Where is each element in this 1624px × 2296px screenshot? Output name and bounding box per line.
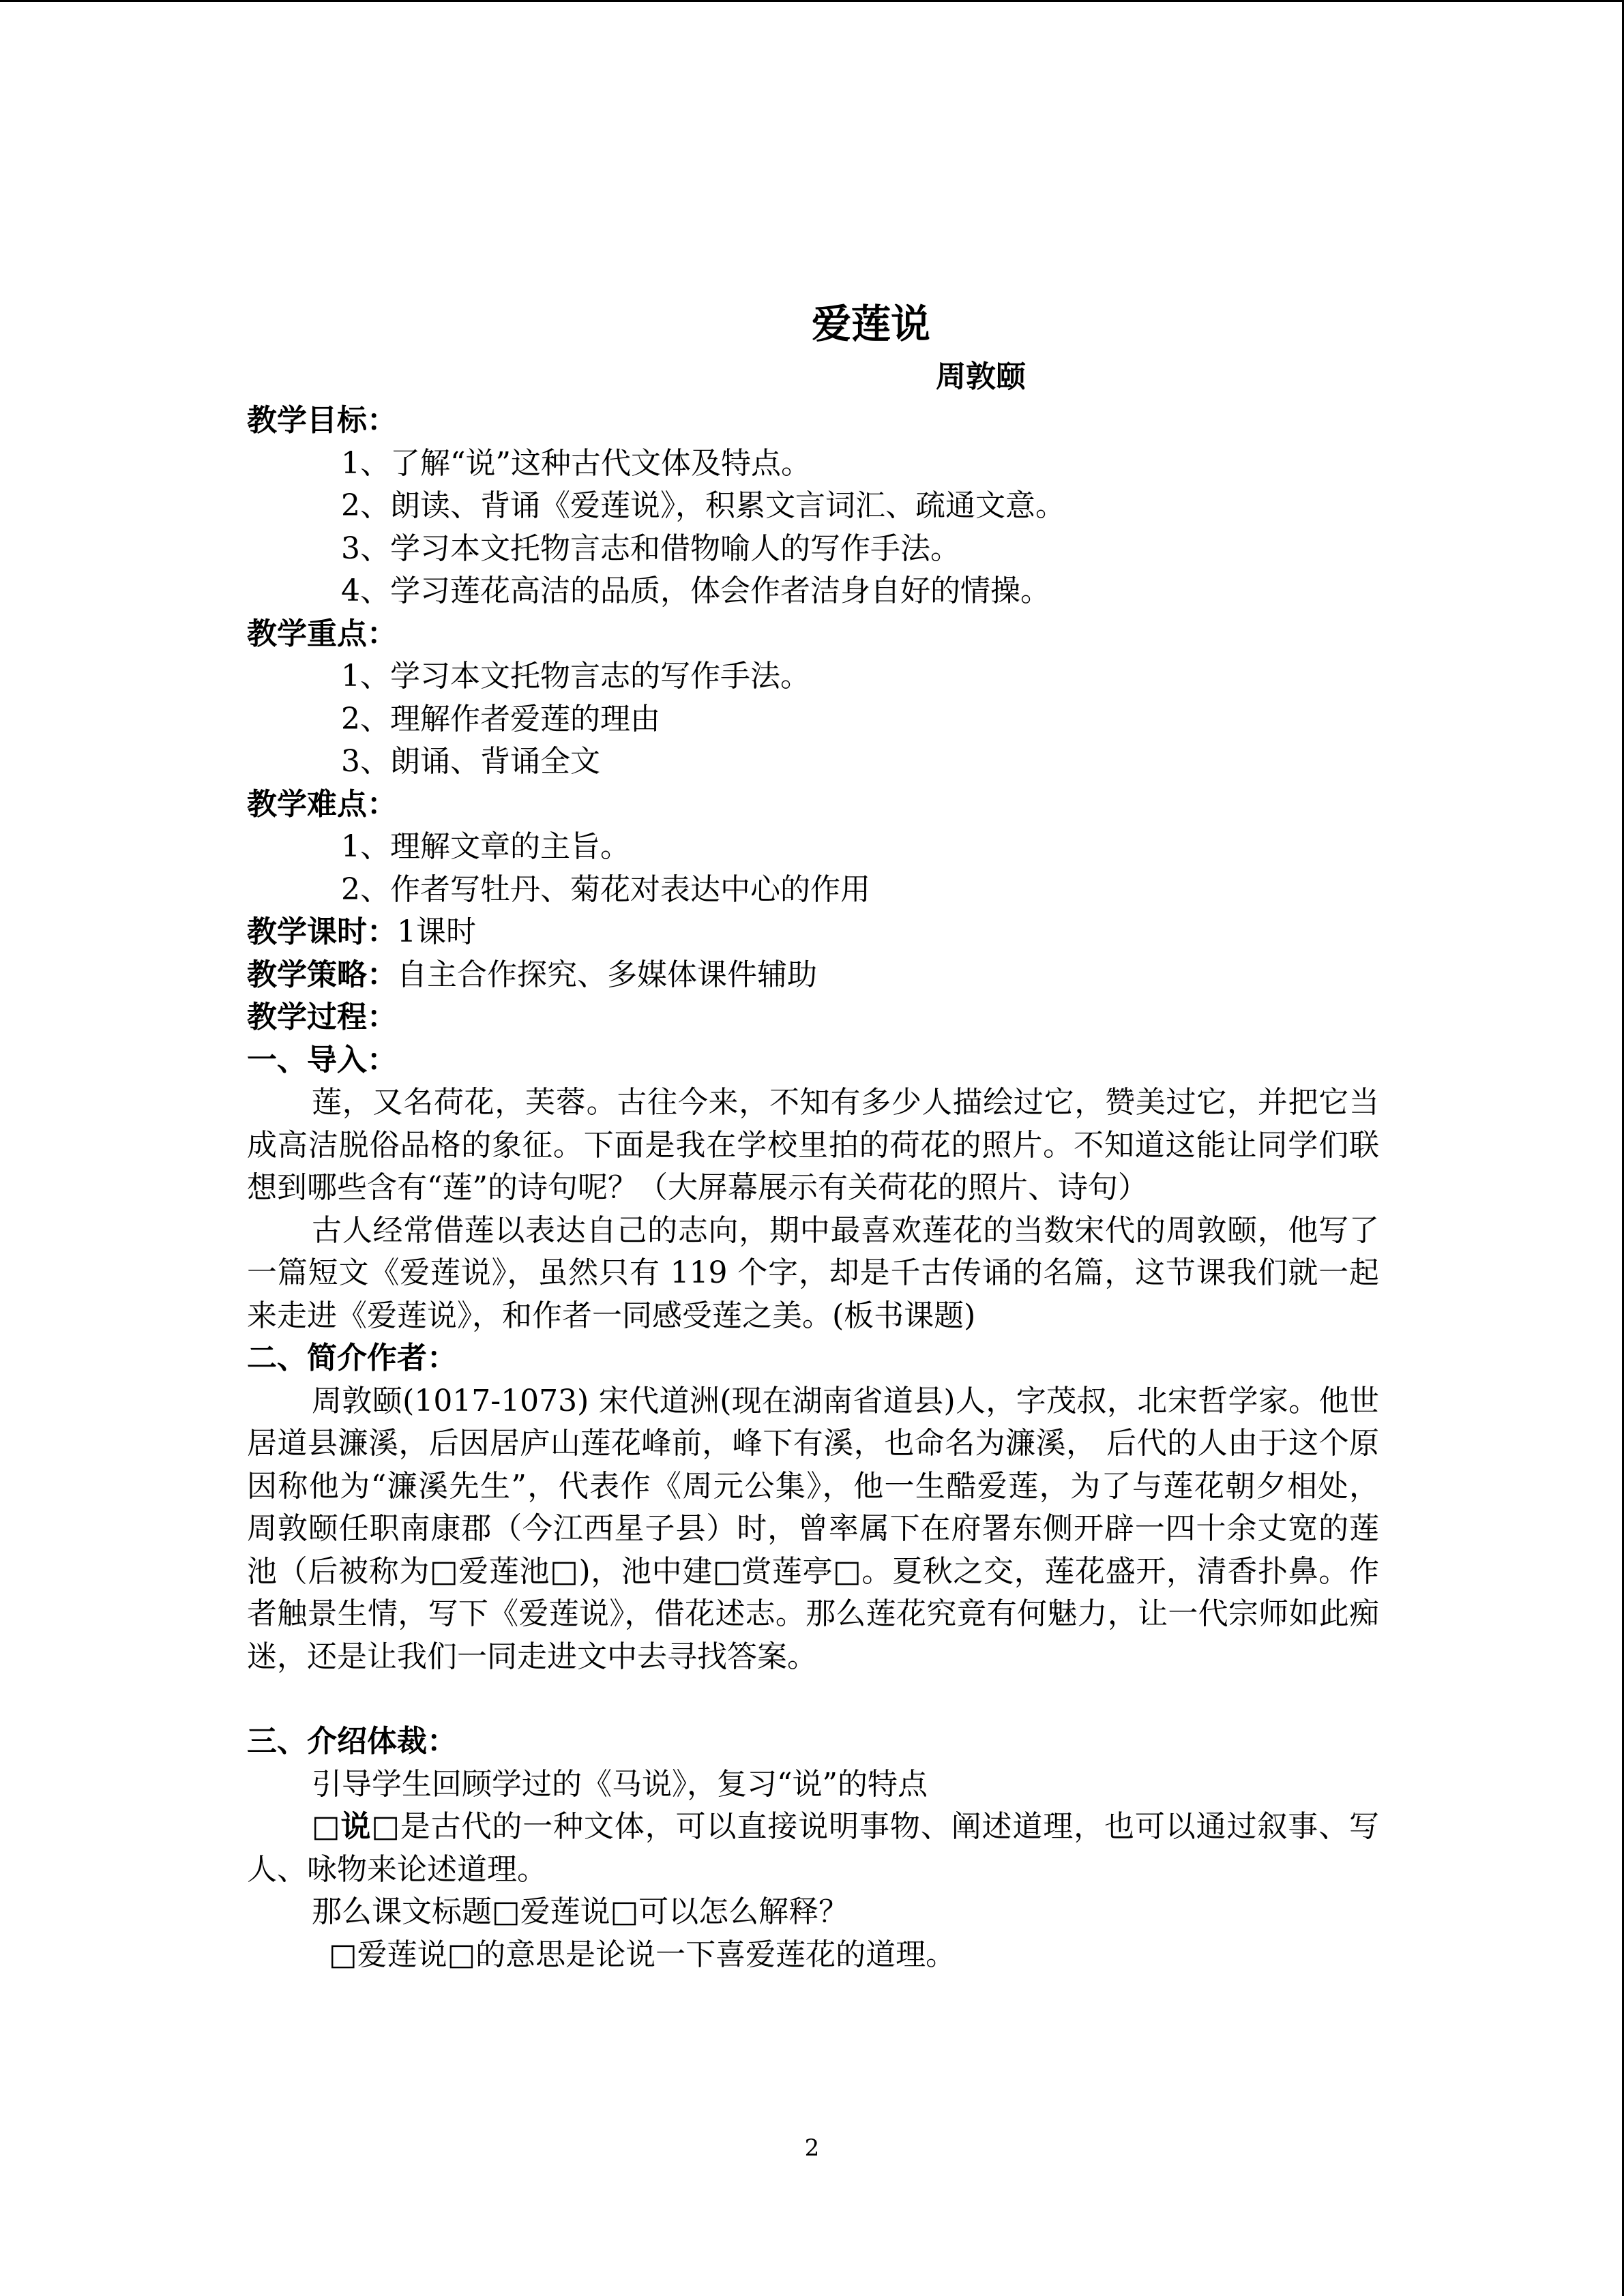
goals-heading: 教学目标：	[247, 403, 397, 438]
document-body	[247, 293, 1379, 1976]
genre-line: 引导学生回顾学过的《马说》，复习“说”的特点	[312, 1766, 928, 1802]
author-intro-paragraph: 周敦颐(1017-1073) 宋代道洲(现在湖南省道县)人，字茂叔，北宋哲学家。他世居道县濂溪，后因居庐山莲花峰前，峰下有溪，也命名为濂溪， 后代的人由于这个原因称他为“濂溪先生”，代表作《周元公集》，他一生酷爱莲，为了与莲花朝夕相处， 周敦颐任职南康郡（今江西星子县）时，曾率属下在府署东侧开辟一四十余丈宽的莲池（后被称为□爱莲池□)，池中建□赏莲亭□。夏秋之交，莲花盛开，清香扑鼻。作者触景生情，写下《爱莲说》，借花述志。那么莲花究竟有何魅力，让一代宗师如此痴迷，还是让我们一同走进文中去寻找答案。	[247, 1383, 1379, 1674]
page-border-top	[0, 0, 1624, 2]
page-number: 2	[804, 2134, 820, 2162]
goal-item: 3、学习本文托物言志和借物喻人的写作手法。	[341, 531, 960, 566]
teaching-strategy	[247, 954, 1379, 997]
document-title: 爱莲说	[811, 301, 930, 347]
difficulty-item: 2、作者写牡丹、菊花对表达中心的作用	[341, 871, 870, 907]
key-point-item: 1、学习本文托物言志的写作手法。	[341, 659, 810, 694]
key-point-item: 3、朗诵、背诵全文	[341, 744, 600, 779]
strategy-label: 教学策略：	[247, 957, 397, 992]
spacer	[247, 1678, 1379, 1720]
genre-term: □说□	[312, 1809, 400, 1844]
goal-item: 4、学习莲花高洁的品质，体会作者洁身自好的情操。	[341, 573, 1050, 608]
genre-definition: 是古代的一种文体，可以直接说明事物、阐述道理，也可以通过叙事、写人、咏物来论述道理。	[247, 1809, 1379, 1887]
intro-paragraph: 莲，又名荷花，芙蓉。古往今来，不知有多少人描绘过它，赞美过它，并把它当成高洁脱俗品格的象征。下面是我在学校里拍的荷花的照片。不知道这能让同学们联想到哪些含有“莲”的诗句呢？（大屏幕展示有关荷花的照片、诗句）	[247, 1085, 1379, 1205]
goal-item: 2、朗读、背诵《爱莲说》，积累文言词汇、疏通文意。	[341, 488, 1065, 523]
strategy-value: 自主合作探究、多媒体课件辅助	[397, 957, 817, 992]
process-heading: 教学过程：	[247, 1000, 397, 1034]
goal-item: 1、了解“说”这种古代文体及特点。	[341, 445, 811, 481]
difficulty-item: 1、理解文章的主旨。	[341, 829, 630, 864]
intro-paragraph: 古人经常借莲以表达自己的志向，期中最喜欢莲花的当数宋代的周敦颐，他写了一篇短文《爱莲说》，虽然只有 119 个字，却是千古传诵的名篇，这节课我们就一起来走进《爱莲说》，和作者一同感受莲之美。(板书课题)	[247, 1212, 1379, 1333]
author-name: 周敦颐	[936, 359, 1026, 394]
key-point-item: 2、理解作者爱莲的理由	[341, 701, 660, 736]
hours-value: 1课时	[397, 914, 476, 949]
genre-paragraph	[247, 1806, 1379, 1891]
key-points-heading: 教学重点：	[247, 616, 397, 651]
author-intro-heading: 二、简介作者：	[247, 1341, 457, 1375]
genre-line: 那么课文标题□爱莲说□可以怎么解释？	[312, 1894, 849, 1929]
difficulties-heading: 教学难点：	[247, 786, 397, 822]
intro-heading: 一、导入：	[247, 1042, 397, 1077]
hours-label: 教学课时：	[247, 914, 397, 949]
teaching-hours	[247, 911, 1379, 954]
genre-line: □爱莲说□的意思是论说一下喜爱莲花的道理。	[329, 1937, 956, 1972]
genre-heading: 三、介绍体裁：	[247, 1724, 457, 1759]
